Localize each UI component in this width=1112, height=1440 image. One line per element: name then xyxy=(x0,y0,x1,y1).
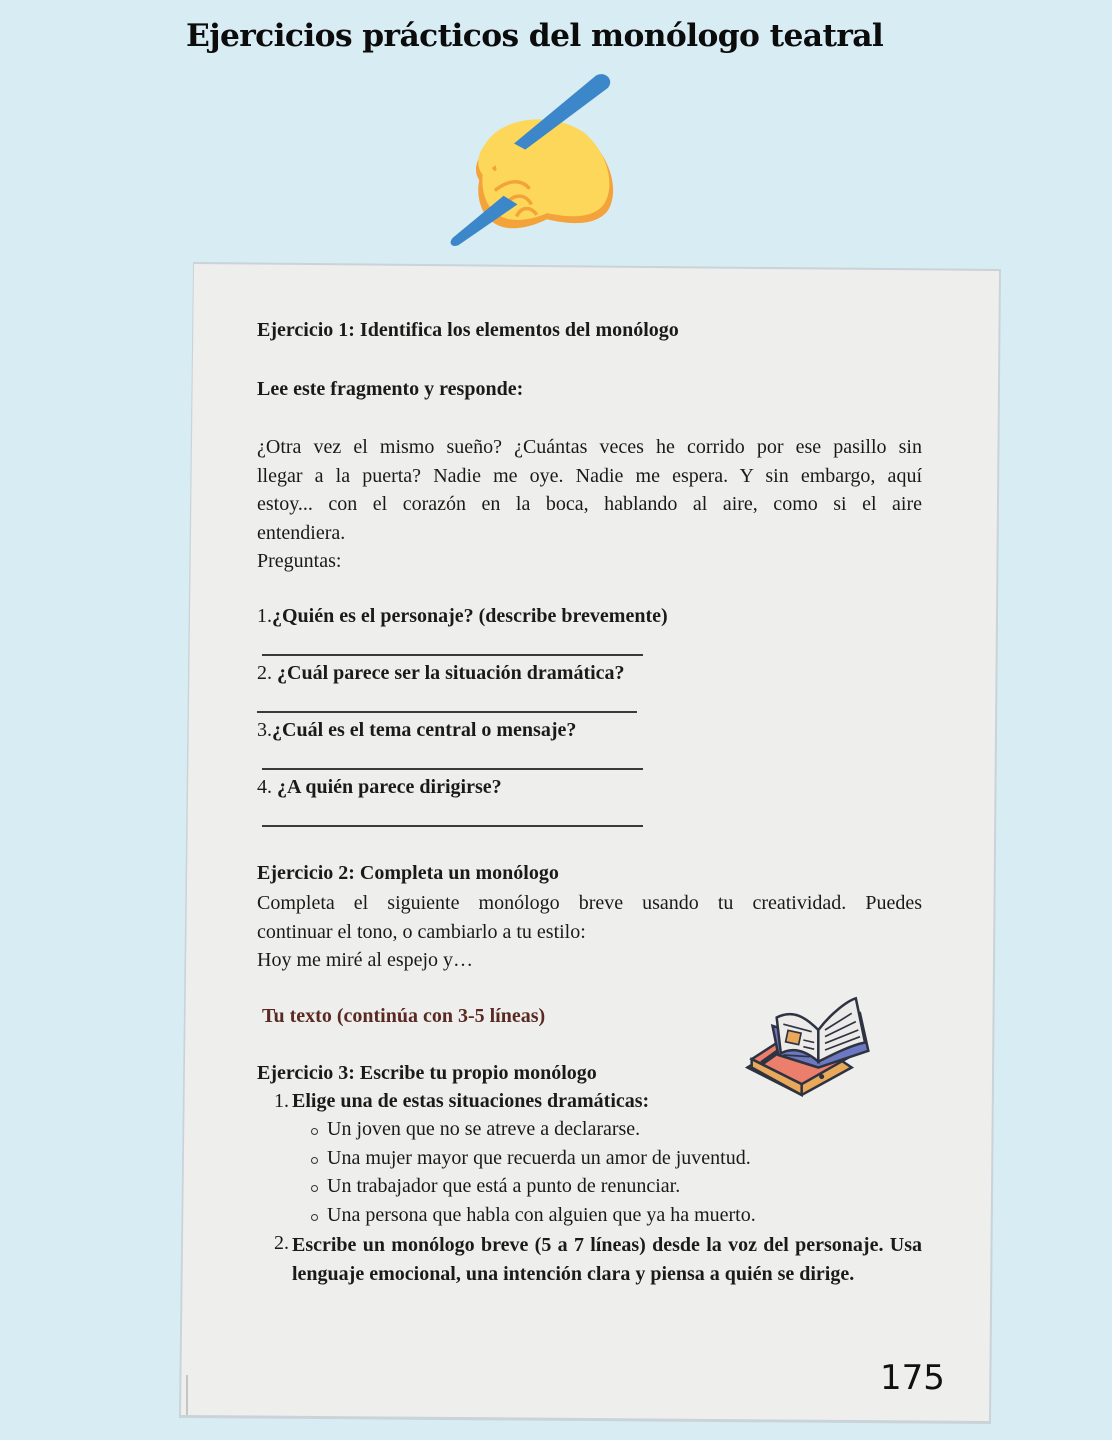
instruction-line: continuar el tono, o cambiarlo a tu estilo: xyxy=(257,920,586,943)
step-2-line: Escribe un monólogo breve (5 a 7 líneas) desde la voz del personaje. Usa xyxy=(292,1234,922,1256)
question-number: 4. xyxy=(257,776,277,798)
exercise2-instruction xyxy=(257,889,922,975)
question-1 xyxy=(257,605,668,628)
question-3 xyxy=(257,719,576,742)
exercise1-heading: Ejercicio 1: Identifica los elementos del monólogo xyxy=(257,319,679,341)
page-title: Ejercicios prácticos del monólogo teatral xyxy=(186,18,884,54)
question-number: 2. xyxy=(257,662,277,684)
fragment-line: llegar a la puerta? Nadie me oye. Nadie me espera. Y sin embargo, aquí xyxy=(257,464,922,487)
answer-line-1[interactable] xyxy=(262,654,643,656)
answer-line-2[interactable] xyxy=(257,711,637,713)
questions-label: Preguntas: xyxy=(257,550,342,572)
step-number: 2. xyxy=(274,1232,289,1254)
question-text: ¿A quién parece dirigirse? xyxy=(277,776,502,798)
instruction-line: Completa el siguiente monólogo breve usando tu creatividad. Puedes xyxy=(257,892,922,914)
exercise1-instruction: Lee este fragmento y responde: xyxy=(257,378,524,400)
situation-option: Una mujer mayor que recuerda un amor de juventud. xyxy=(327,1147,751,1169)
exercise3-heading: Ejercicio 3: Escribe tu propio monólogo xyxy=(257,1062,597,1084)
answer-line-4[interactable] xyxy=(262,825,643,827)
paper-edge-mark xyxy=(186,1375,188,1415)
question-number: 1. xyxy=(257,605,272,627)
question-2 xyxy=(257,662,625,685)
exercise2-heading: Ejercicio 2: Completa un monólogo xyxy=(257,862,559,884)
fragment-line: entendiera. xyxy=(257,521,346,544)
question-text: ¿Quién es el personaje? (describe brevemente) xyxy=(272,605,668,627)
answer-label: Tu texto (continúa con 3-5 líneas) xyxy=(262,1005,546,1027)
bullet-icon xyxy=(311,1185,318,1192)
situation-option: Una persona que habla con alguien que ya ha muerto. xyxy=(327,1204,756,1226)
question-text: ¿Cuál es el tema central o mensaje? xyxy=(272,719,577,741)
step-1-text: Elige una de estas situaciones dramáticas: xyxy=(292,1090,650,1112)
page-number: 175 xyxy=(880,1358,945,1398)
fragment-line: ¿Otra vez el mismo sueño? ¿Cuántas veces he corrido por ese pasillo sin xyxy=(257,436,922,458)
step-2-text xyxy=(292,1231,922,1288)
bullet-icon xyxy=(311,1128,318,1135)
situation-option: Un joven que no se atreve a declararse. xyxy=(327,1118,641,1140)
question-text: ¿Cuál parece ser la situación dramática? xyxy=(277,662,625,684)
monologue-prompt: Hoy me miré al espejo y… xyxy=(257,949,474,971)
step-2-line: lenguaje emocional, una intención clara y piensa a quién se dirige. xyxy=(292,1262,855,1285)
answer-line-3[interactable] xyxy=(262,768,643,770)
open-book-stack-icon xyxy=(735,985,885,1100)
question-number: 3. xyxy=(257,719,272,741)
bullet-icon xyxy=(311,1157,318,1164)
bullet-icon xyxy=(311,1214,318,1221)
exercise1-fragment xyxy=(257,433,922,576)
writing-hand-icon xyxy=(434,58,634,263)
step-number: 1. xyxy=(274,1090,289,1112)
fragment-line: estoy... con el corazón en la boca, hablando al aire, como si el aire xyxy=(257,493,922,515)
situation-option: Un trabajador que está a punto de renunciar. xyxy=(327,1175,681,1197)
question-4 xyxy=(257,776,502,799)
